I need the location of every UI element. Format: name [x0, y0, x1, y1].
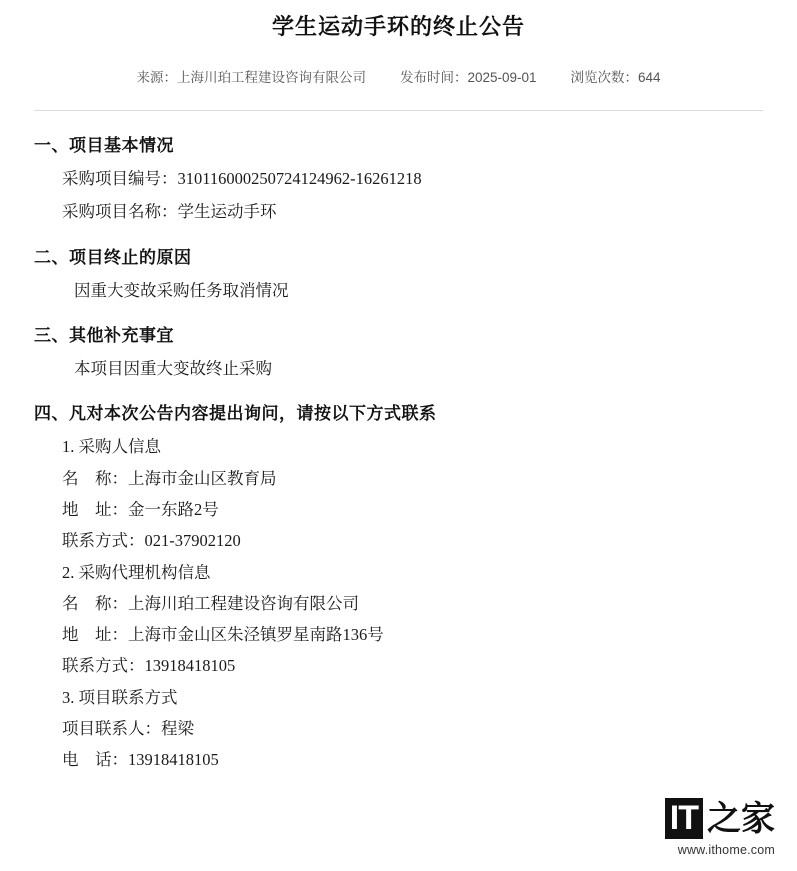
meta-source-label: 来源： [136, 70, 177, 85]
meta-publish-value: 2025-09-01 [467, 70, 537, 85]
meta-source-value: 上海川珀工程建设咨询有限公司 [176, 70, 366, 85]
meta-publish-date [400, 66, 537, 86]
watermark-cn-mark: 之家 [707, 799, 775, 838]
watermark-it-mark: IT [665, 798, 703, 839]
page-title: 学生运动手环的终止公告 [271, 14, 525, 39]
document-meta [0, 66, 797, 86]
project-contact-person: 项目联系人：程梁 [62, 719, 194, 739]
agency-address: 地 址：上海市金山区朱泾镇罗星南路136号 [62, 625, 384, 645]
header-divider [34, 110, 763, 111]
section-heading-1: 一、项目基本情况 [34, 136, 174, 155]
site-watermark [665, 798, 775, 857]
termination-reason-line: 因重大变故采购任务取消情况 [74, 280, 289, 300]
contact-information [34, 438, 763, 768]
project-contact-phone: 电 话：13918418105 [62, 750, 219, 770]
watermark-logo [665, 798, 775, 839]
purchaser-phone: 联系方式：021-37902120 [62, 531, 241, 551]
document-body [0, 131, 797, 769]
supplementary-line: 本项目因重大变故终止采购 [74, 358, 272, 378]
section-heading-4: 四、凡对本次公告内容提出询问，请按以下方式联系 [34, 404, 437, 424]
agency-name: 名 称：上海川珀工程建设咨询有限公司 [62, 593, 359, 613]
meta-source [136, 66, 366, 86]
section-heading-2: 二、项目终止的原因 [34, 247, 192, 267]
project-number-line: 采购项目编号：310116000250724124962-16261218 [62, 169, 422, 188]
agency-info-title: 2. 采购代理机构信息 [62, 562, 211, 582]
agency-phone: 联系方式：13918418105 [62, 656, 236, 676]
purchaser-name: 名 称：上海市金山区教育局 [62, 468, 277, 488]
meta-views-label: 浏览次数： [570, 70, 639, 85]
meta-views [571, 66, 661, 86]
project-contact-title: 3. 项目联系方式 [62, 687, 178, 707]
meta-views-value: 644 [638, 70, 661, 85]
purchaser-address: 地 址：金一东路2号 [62, 499, 219, 519]
purchaser-info-title: 1. 采购人信息 [62, 437, 161, 457]
project-name-line: 采购项目名称：学生运动手环 [62, 202, 277, 222]
meta-publish-label: 发布时间： [399, 70, 468, 85]
watermark-url: www.ithome.com [677, 843, 775, 857]
section-heading-3: 三、其他补充事宜 [34, 325, 174, 345]
